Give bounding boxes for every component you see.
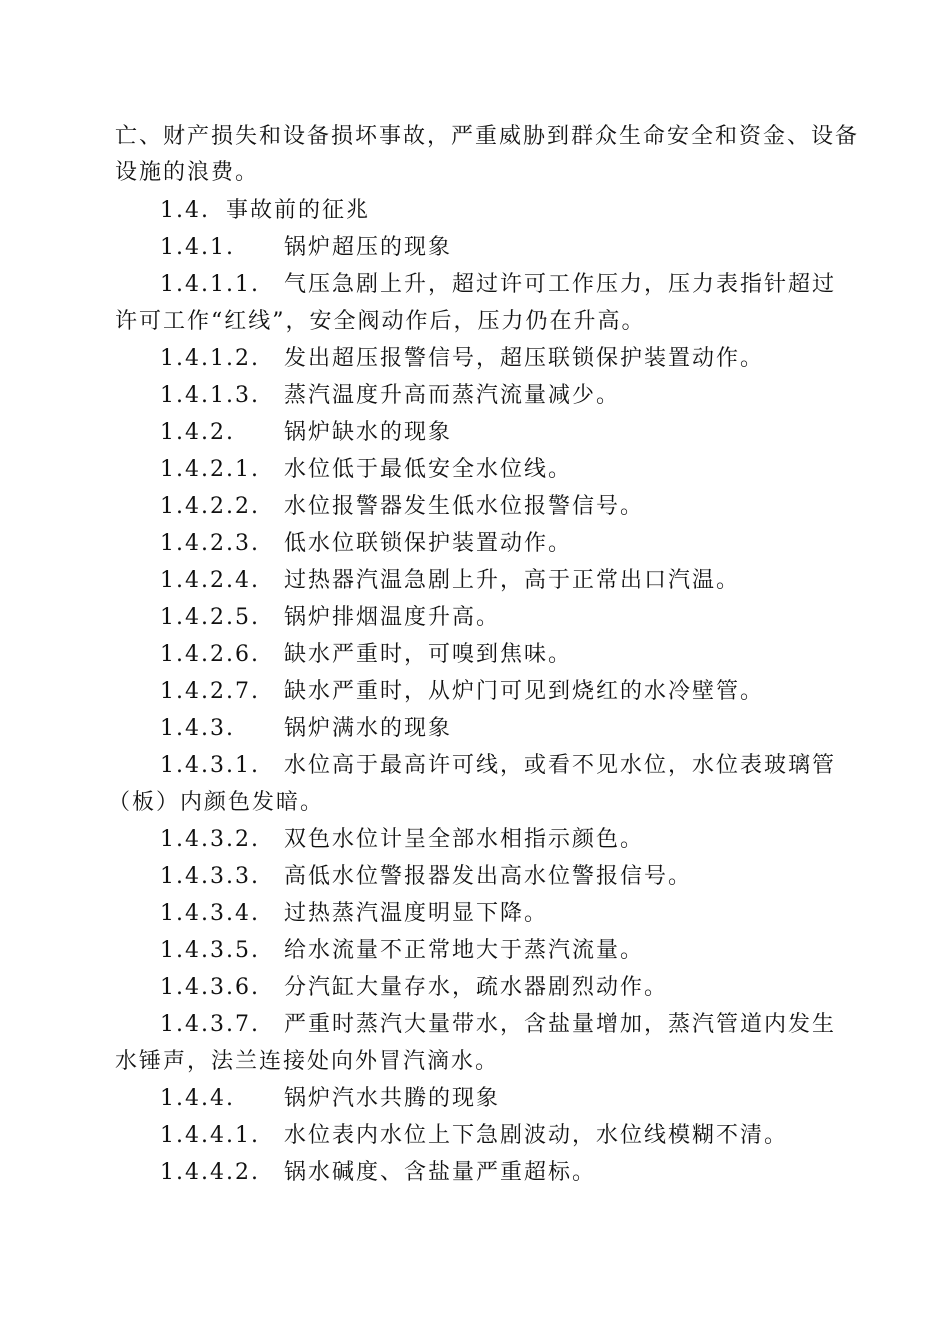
item-number: 1.4.1.2. (160, 346, 260, 371)
item-number: 1.4.2.7. (160, 679, 260, 704)
item-number: 1.4.3.4. (160, 901, 260, 926)
item-text: 给水流量不正常地大于蒸汽流量。 (284, 938, 645, 963)
item-number: 1.4.1.3. (160, 383, 260, 408)
item-text: 锅炉超压的现象 (284, 235, 453, 260)
item-text: 低水位联锁保护装置动作。 (284, 531, 573, 556)
item-number: 1.4.2.6. (160, 642, 260, 667)
item-number: 1.4.3.3. (160, 864, 260, 889)
item-number: 1.4.3. (160, 716, 235, 741)
item-text: 缺水严重时，从炉门可见到烧红的水冷壁管。 (284, 679, 765, 704)
item-continuation: （板）内颜色发暗。 (108, 790, 325, 815)
item-text: 锅炉汽水共腾的现象 (284, 1086, 501, 1111)
item-number: 1.4.3.5. (160, 938, 260, 963)
item-text: 过热器汽温急剧上升，高于正常出口汽温。 (284, 568, 741, 593)
item-continuation: 许可工作“红线”，安全阀动作后，压力仍在升高。 (115, 309, 646, 334)
item-number: 1.4.4. (160, 1086, 235, 1111)
item-text: 高低水位警报器发出高水位警报信号。 (284, 864, 693, 889)
item-text: 分汽缸大量存水，疏水器剧烈动作。 (284, 975, 669, 1000)
item-text: 过热蒸汽温度明显下降。 (284, 901, 549, 926)
item-number: 1.4.4.2. (160, 1160, 260, 1185)
section-title: 事故前的征兆 (226, 198, 371, 223)
item-text: 严重时蒸汽大量带水，含盐量增加，蒸汽管道内发生 (284, 1012, 837, 1037)
item-text: 水位表内水位上下急剧波动，水位线模糊不清。 (284, 1123, 789, 1148)
item-number: 1.4.2.5. (160, 605, 260, 630)
item-text: 发出超压报警信号，超压联锁保护装置动作。 (284, 346, 765, 371)
item-text: 锅炉满水的现象 (284, 716, 453, 741)
item-text: 锅炉排烟温度升高。 (284, 605, 501, 630)
item-number: 1.4.3.6. (160, 975, 260, 1000)
item-text: 蒸汽温度升高而蒸汽流量减少。 (284, 383, 621, 408)
item-text: 水位报警器发生低水位报警信号。 (284, 494, 645, 519)
item-text: 双色水位计呈全部水相指示颜色。 (284, 827, 645, 852)
item-text: 水位低于最低安全水位线。 (284, 457, 573, 482)
item-text: 锅炉缺水的现象 (284, 420, 453, 445)
item-continuation: 水锤声，法兰连接处向外冒汽滴水。 (115, 1049, 500, 1074)
section-number: 1.4. (160, 198, 210, 223)
item-number: 1.4.4.1. (160, 1123, 260, 1148)
item-number: 1.4.1.1. (160, 272, 260, 297)
item-text: 缺水严重时，可嗅到焦味。 (284, 642, 573, 667)
item-text: 气压急剧上升，超过许可工作压力，压力表指针超过 (284, 272, 837, 297)
intro-line-2: 设施的浪费。 (115, 160, 260, 185)
item-number: 1.4.1. (160, 235, 235, 260)
item-number: 1.4.3.2. (160, 827, 260, 852)
item-text: 锅水碱度、含盐量严重超标。 (284, 1160, 597, 1185)
intro-line-1: 亡、财产损失和设备损坏事故，严重威胁到群众生命安全和资金、设备 (115, 124, 860, 149)
item-number: 1.4.2.4. (160, 568, 260, 593)
item-number: 1.4.2. (160, 420, 235, 445)
item-number: 1.4.2.1. (160, 457, 260, 482)
item-number: 1.4.3.1. (160, 753, 260, 778)
item-text: 水位高于最高许可线，或看不见水位，水位表玻璃管 (284, 753, 837, 778)
item-number: 1.4.2.3. (160, 531, 260, 556)
item-number: 1.4.3.7. (160, 1012, 260, 1037)
item-number: 1.4.2.2. (160, 494, 260, 519)
